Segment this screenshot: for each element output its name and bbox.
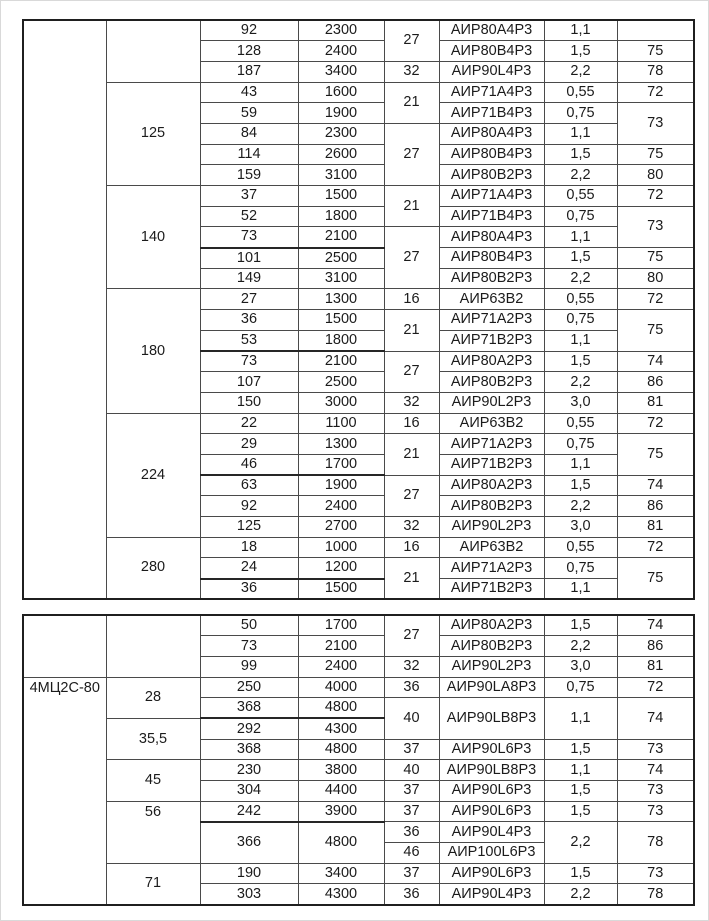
table-cell: 2,2 [544, 636, 617, 657]
table-cell: 2,2 [544, 496, 617, 517]
table-cell: 81 [617, 656, 694, 677]
table-cell: 0,75 [544, 206, 617, 227]
table-cell: 3000 [298, 392, 384, 413]
table-cell: 74 [617, 698, 694, 739]
table-cell: 21 [384, 434, 439, 475]
table-cell: 72 [617, 82, 694, 103]
table-cell: АИР90L4Р3 [439, 884, 544, 905]
table-cell: 78 [617, 822, 694, 863]
table-cell: АИР63В2 [439, 413, 544, 434]
motor-spec-table-continuation [22, 19, 695, 600]
table-cell: 4800 [298, 822, 384, 863]
table-cell: 36 [200, 310, 298, 331]
table-cell: 149 [200, 268, 298, 289]
table-cell: 27 [200, 289, 298, 310]
table-cell: 27 [384, 123, 439, 185]
table-cell: 72 [617, 537, 694, 558]
table-cell: 0,75 [544, 677, 617, 698]
table-cell: 27 [384, 227, 439, 289]
table-cell: 292 [200, 718, 298, 739]
table-cell: 3900 [298, 801, 384, 822]
table-cell: АИР71В2Р3 [439, 330, 544, 351]
table-cell: 46 [200, 454, 298, 475]
table-cell: 1,1 [544, 760, 617, 781]
table-cell: 4800 [298, 739, 384, 760]
table-cell: 43 [200, 82, 298, 103]
ratio-cell: 28 [106, 677, 200, 718]
table-cell: АИР90L2Р3 [439, 656, 544, 677]
table-cell: 78 [617, 61, 694, 82]
table-cell: АИР80А4Р3 [439, 123, 544, 144]
table-cell: АИР71А4Р3 [439, 186, 544, 207]
table-cell: 250 [200, 677, 298, 698]
table-cell: АИР100L6Р3 [439, 843, 544, 864]
ratio-cell: 140 [106, 186, 200, 289]
table-cell: 36 [200, 579, 298, 600]
ratio-cell-empty [106, 20, 200, 82]
table-cell: 1200 [298, 558, 384, 579]
table-cell: 73 [617, 801, 694, 822]
table-cell: 50 [200, 615, 298, 636]
table-cell: 2,2 [544, 268, 617, 289]
table-cell: 32 [384, 392, 439, 413]
table-cell: АИР80В4Р3 [439, 248, 544, 269]
table-cell: 74 [617, 475, 694, 496]
ratio-cell: 35,5 [106, 718, 200, 759]
ratio-cell: 180 [106, 289, 200, 413]
table-cell: 80 [617, 268, 694, 289]
table-cell: 36 [384, 677, 439, 698]
table-cell: 2,2 [544, 165, 617, 186]
table-cell: 21 [384, 82, 439, 123]
table-cell: 2,2 [544, 822, 617, 863]
table-cell: 2100 [298, 636, 384, 657]
table-cell: 16 [384, 413, 439, 434]
table-cell: 75 [617, 248, 694, 269]
table-cell: 4800 [298, 698, 384, 719]
table-cell: 1500 [298, 186, 384, 207]
table-cell: 59 [200, 103, 298, 124]
table-cell: 21 [384, 558, 439, 599]
table-cell: 1,1 [544, 227, 617, 248]
table-cell: 73 [617, 103, 694, 144]
table-row [23, 677, 694, 698]
table-cell: 37 [384, 801, 439, 822]
table-cell: 73 [200, 636, 298, 657]
table-cell: 1500 [298, 310, 384, 331]
table-cell: 1,5 [544, 615, 617, 636]
table-row [23, 615, 694, 636]
table-cell: 0,55 [544, 289, 617, 310]
table-cell: 114 [200, 144, 298, 165]
table-cell: 22 [200, 413, 298, 434]
table-cell: АИР90L2Р3 [439, 517, 544, 538]
table-cell: 75 [617, 434, 694, 475]
ratio-cell: 224 [106, 413, 200, 537]
table-cell: 37 [384, 781, 439, 802]
model-cell-empty [23, 20, 106, 599]
table-cell: АИР80В2Р3 [439, 268, 544, 289]
table-cell: 81 [617, 517, 694, 538]
table-cell: АИР90LB8Р3 [439, 760, 544, 781]
table-cell: АИР90LB8Р3 [439, 698, 544, 739]
table-cell: АИР80А4Р3 [439, 20, 544, 41]
table-cell: АИР80В2Р3 [439, 496, 544, 517]
table-cell: 86 [617, 372, 694, 393]
table-cell: 128 [200, 41, 298, 62]
model-cell: 4МЦ2С-80 [23, 677, 106, 905]
table-cell: 1,1 [544, 123, 617, 144]
table-cell: 2300 [298, 20, 384, 41]
table-cell: 2100 [298, 351, 384, 372]
table-cell: 159 [200, 165, 298, 186]
table-cell: 3800 [298, 760, 384, 781]
table-cell: 101 [200, 248, 298, 269]
table-cell: 1,5 [544, 248, 617, 269]
table-cell: АИР80В4Р3 [439, 144, 544, 165]
table-cell: 0,55 [544, 413, 617, 434]
table-cell: АИР80А2Р3 [439, 475, 544, 496]
table-cell: 1900 [298, 475, 384, 496]
table-cell: АИР71В2Р3 [439, 454, 544, 475]
table-cell: 63 [200, 475, 298, 496]
table-cell: 366 [200, 822, 298, 863]
table-row [23, 537, 694, 558]
table-cell: 1,5 [544, 41, 617, 62]
model-cell-empty [23, 615, 106, 677]
table-cell: 40 [384, 760, 439, 781]
table-cell: 1,5 [544, 144, 617, 165]
table-cell: 0,75 [544, 434, 617, 455]
table-cell: 1,5 [544, 351, 617, 372]
table-cell: 1700 [298, 615, 384, 636]
table-cell: АИР80А2Р3 [439, 351, 544, 372]
table-cell: 3,0 [544, 517, 617, 538]
table-cell: 75 [617, 144, 694, 165]
table-cell: АИР90L4Р3 [439, 822, 544, 843]
table-cell: 3400 [298, 61, 384, 82]
table-cell: 1,1 [544, 454, 617, 475]
table-cell: АИР71А2Р3 [439, 558, 544, 579]
table-cell: 73 [200, 227, 298, 248]
table-cell: 1,5 [544, 863, 617, 884]
table-cell: 1800 [298, 330, 384, 351]
table-cell: 2400 [298, 496, 384, 517]
table-cell: 32 [384, 656, 439, 677]
table-cell: 0,75 [544, 103, 617, 124]
table-cell: 72 [617, 289, 694, 310]
table-cell: 4000 [298, 677, 384, 698]
ratio-cell: 125 [106, 82, 200, 185]
table-cell: 0,75 [544, 558, 617, 579]
table-cell: АИР80В2Р3 [439, 165, 544, 186]
table-cell: 46 [384, 843, 439, 864]
table-cell: 3100 [298, 268, 384, 289]
table-cell: 1700 [298, 454, 384, 475]
table-cell: АИР80В4Р3 [439, 41, 544, 62]
table-row [23, 413, 694, 434]
table-row [23, 801, 694, 822]
table-cell: 2,2 [544, 884, 617, 905]
table-cell: 74 [617, 760, 694, 781]
table-cell: 74 [617, 351, 694, 372]
table-cell: 2,2 [544, 61, 617, 82]
table-cell: 81 [617, 392, 694, 413]
table-cell: 4300 [298, 718, 384, 739]
table-cell: 2600 [298, 144, 384, 165]
table-cell: 16 [384, 289, 439, 310]
table-cell: 2300 [298, 123, 384, 144]
table-cell: 72 [617, 677, 694, 698]
table-cell: 18 [200, 537, 298, 558]
table-cell: 1300 [298, 434, 384, 455]
table-row [23, 20, 694, 41]
ratio-cell-empty [106, 615, 200, 677]
table-cell: 73 [617, 739, 694, 760]
table-cell: АИР71А4Р3 [439, 82, 544, 103]
table-cell: 73 [200, 351, 298, 372]
table-cell: 1,5 [544, 475, 617, 496]
table-cell: 27 [384, 615, 439, 656]
table-cell: 4400 [298, 781, 384, 802]
table-cell: 368 [200, 698, 298, 719]
table-cell: 27 [384, 20, 439, 61]
table-cell: АИР80А4Р3 [439, 227, 544, 248]
table-cell: 2,2 [544, 372, 617, 393]
table-cell: 84 [200, 123, 298, 144]
table-cell: 2500 [298, 248, 384, 269]
ratio-cell: 45 [106, 760, 200, 801]
table-cell: АИР63В2 [439, 289, 544, 310]
table-cell: АИР80В2Р3 [439, 372, 544, 393]
table-cell: 72 [617, 413, 694, 434]
table-cell: 73 [617, 863, 694, 884]
table-cell: АИР90L6Р3 [439, 781, 544, 802]
motor-spec-table-4mc2s-80 [22, 614, 695, 906]
table-cell: 1300 [298, 289, 384, 310]
table-cell: 80 [617, 165, 694, 186]
table-row [23, 863, 694, 884]
table-cell: АИР71В2Р3 [439, 579, 544, 600]
table-cell: 3,0 [544, 392, 617, 413]
table-cell: 0,55 [544, 537, 617, 558]
table-cell: 1600 [298, 82, 384, 103]
table-cell: 1,5 [544, 781, 617, 802]
table-cell: 78 [617, 884, 694, 905]
table-cell: 72 [617, 186, 694, 207]
table-cell: 303 [200, 884, 298, 905]
table-cell: 1,5 [544, 739, 617, 760]
table-cell: АИР90L2Р3 [439, 392, 544, 413]
table-cell: 92 [200, 496, 298, 517]
table-cell: 1,5 [544, 801, 617, 822]
table-cell: 1,1 [544, 330, 617, 351]
table-row [23, 289, 694, 310]
table-cell: АИР90L6Р3 [439, 739, 544, 760]
table-cell: 2400 [298, 41, 384, 62]
table-cell: 1000 [298, 537, 384, 558]
table-cell: 92 [200, 20, 298, 41]
table-cell: 3400 [298, 863, 384, 884]
table-cell: 53 [200, 330, 298, 351]
table-cell: 304 [200, 781, 298, 802]
table-cell: 190 [200, 863, 298, 884]
table-cell: 37 [384, 739, 439, 760]
table-cell: 107 [200, 372, 298, 393]
table-cell: 75 [617, 310, 694, 351]
table-row [23, 186, 694, 207]
table-cell: 242 [200, 801, 298, 822]
table-cell: 2400 [298, 656, 384, 677]
table-cell: 73 [617, 781, 694, 802]
table-cell: 2700 [298, 517, 384, 538]
table-cell: 86 [617, 496, 694, 517]
ratio-cell: 56 [106, 801, 200, 863]
table-cell: АИР63В2 [439, 537, 544, 558]
table-cell: 75 [617, 41, 694, 62]
table-cell: АИР90L4Р3 [439, 61, 544, 82]
table-cell: 187 [200, 61, 298, 82]
ratio-cell: 71 [106, 863, 200, 904]
table-cell: 99 [200, 656, 298, 677]
table-cell: 3,0 [544, 656, 617, 677]
table-cell: 1500 [298, 579, 384, 600]
table-cell: 1,1 [544, 20, 617, 41]
table-cell: АИР71А2Р3 [439, 310, 544, 331]
ratio-cell: 280 [106, 537, 200, 599]
table-cell: АИР71В4Р3 [439, 103, 544, 124]
table-cell: 1800 [298, 206, 384, 227]
table-cell: 21 [384, 186, 439, 227]
table-cell: 150 [200, 392, 298, 413]
table-cell: 1,1 [544, 579, 617, 600]
table-cell: 37 [200, 186, 298, 207]
table-cell: 4300 [298, 884, 384, 905]
table-cell: 36 [384, 884, 439, 905]
table-cell: 73 [617, 206, 694, 247]
table-cell: 1,1 [544, 698, 617, 739]
table-cell: 27 [384, 351, 439, 392]
table-cell: 75 [617, 558, 694, 599]
table-cell: 1100 [298, 413, 384, 434]
table-cell: 1900 [298, 103, 384, 124]
table-cell: 2500 [298, 372, 384, 393]
table-row [23, 82, 694, 103]
table-cell: 0,55 [544, 186, 617, 207]
table-cell: 0,75 [544, 310, 617, 331]
table-cell: 74 [617, 615, 694, 636]
table-cell: АИР90L6Р3 [439, 863, 544, 884]
table-cell: 40 [384, 698, 439, 739]
table-cell: 368 [200, 739, 298, 760]
table-cell: 32 [384, 61, 439, 82]
table-cell: АИР80В2Р3 [439, 636, 544, 657]
table-row [23, 760, 694, 781]
table-cell: АИР71А2Р3 [439, 434, 544, 455]
table-cell: 37 [384, 863, 439, 884]
table-cell: 24 [200, 558, 298, 579]
table-cell: 52 [200, 206, 298, 227]
table-cell: 16 [384, 537, 439, 558]
table-cell: 27 [384, 475, 439, 516]
table-cell: АИР80А2Р3 [439, 615, 544, 636]
table-cell: 2100 [298, 227, 384, 248]
table-cell: 36 [384, 822, 439, 843]
table-cell: АИР90LA8Р3 [439, 677, 544, 698]
table-cell: 230 [200, 760, 298, 781]
table-cell: 86 [617, 636, 694, 657]
table-cell: АИР90L6Р3 [439, 801, 544, 822]
table-cell: 125 [200, 517, 298, 538]
table-cell: 3100 [298, 165, 384, 186]
table-cell: АИР71В4Р3 [439, 206, 544, 227]
table-cell: 21 [384, 310, 439, 351]
table-cell [617, 20, 694, 41]
table-cell: 32 [384, 517, 439, 538]
table-cell: 29 [200, 434, 298, 455]
table-cell: 0,55 [544, 82, 617, 103]
